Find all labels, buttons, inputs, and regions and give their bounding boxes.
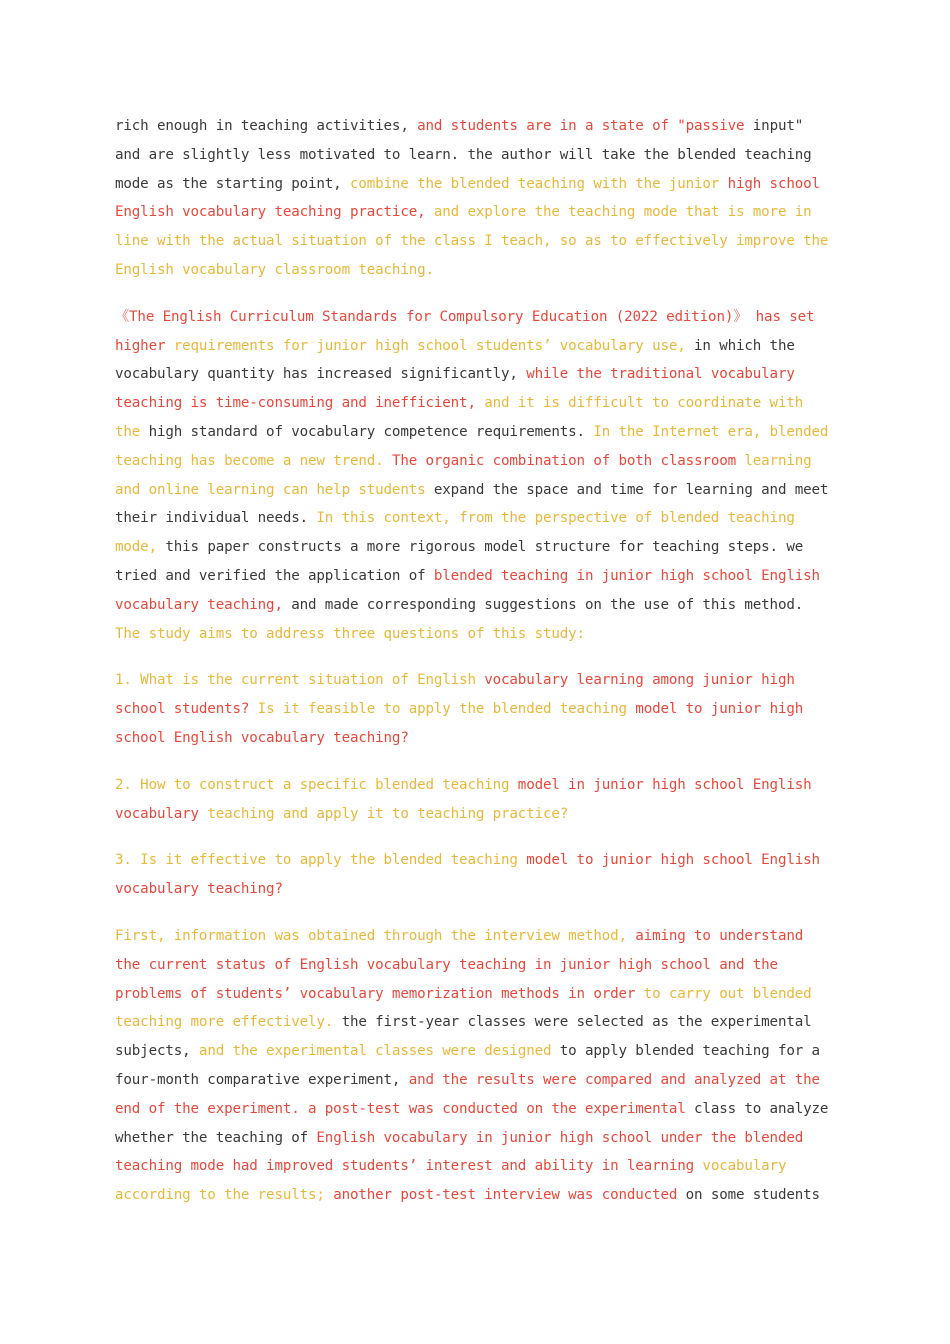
text-segment-yellow: 2. How to construct a specific blended teaching	[115, 776, 518, 793]
text-segment-red: blended teaching in junior high school English vocabulary teaching,	[115, 567, 820, 613]
text-segment-red: high school English vocabulary teaching practice,	[115, 175, 820, 221]
text-segment-red: aiming to understand the current status of English vocabulary teaching in junior high school and the problems of students’ vocabulary memorization methods in order	[115, 927, 804, 1002]
text-segment-red: another post-test interview was conducted	[333, 1187, 686, 1204]
paragraph-3	[115, 666, 835, 752]
text-segment-red: vocabulary learning among junior high school students?	[115, 672, 795, 718]
text-segment-red: 《The English Curriculum Standards for Compulsory Education (2022 edition)》 has set higher	[115, 308, 815, 354]
text-segment-yellow: and explore the teaching mode that is more in line with the actual situation of the class I teach, so as to effectively improve the English vocabulary classroom teaching.	[115, 204, 829, 278]
text-segment-yellow: In the Internet era, blended teaching has become a new trend.	[115, 423, 829, 469]
text-segment-yellow: vocabulary according to the results;	[115, 1158, 787, 1204]
text-segment-red: model to junior high school English vocabulary teaching?	[115, 701, 804, 746]
text-segment-yellow: First, information was obtained through the interview method,	[115, 927, 636, 944]
text-segment-plain: this paper constructs a more rigorous model structure for teaching steps. we tried and verified the application of	[115, 539, 804, 584]
text-segment-plain: the first-year classes were selected as the experimental subjects,	[115, 1014, 812, 1060]
text-segment-plain: and made corresponding suggestions on the use of this method.	[291, 596, 804, 613]
text-segment-plain: expand the space and time for learning and meet their individual needs.	[115, 481, 829, 527]
text-segment-yellow: requirements for junior high school students’ vocabulary use,	[173, 337, 695, 354]
paragraph-1	[115, 112, 835, 285]
text-segment-yellow: The study aims to address three questions of this study:	[115, 625, 585, 642]
text-segment-red: English vocabulary in junior high school under the blended teaching mode had improved students’ interest and ability in learning	[115, 1129, 804, 1175]
text-segment-plain: in which the vocabulary quantity has increased significantly,	[115, 337, 795, 383]
text-segment-yellow: teaching and apply it to teaching practice?	[207, 805, 569, 822]
text-segment-red: and students are in a state of "passive	[417, 118, 753, 134]
text-segment-plain: to apply blended teaching for a four-month comparative experiment,	[115, 1043, 820, 1088]
paragraph-2	[115, 303, 835, 649]
text-segment-plain: on some students	[685, 1187, 820, 1204]
text-segment-red: and the results were compared and analyzed at the end of the experiment. a post-test was conducted on the experimental	[115, 1071, 820, 1117]
text-segment-plain: input" and are slightly less motivated to learn. the author will take the blended teaching mode as the starting point,	[115, 118, 812, 192]
text-segment-plain: high standard of vocabulary competence requirements.	[148, 423, 594, 440]
text-segment-yellow: and it is difficult to coordinate with the	[115, 395, 804, 440]
text-segment-red: model to junior high school English vocabulary teaching?	[115, 852, 820, 898]
text-segment-yellow: Is it feasible to apply the blended teaching	[257, 701, 636, 718]
text-segment-yellow: In this context, from the perspective of blended teaching mode,	[115, 510, 795, 556]
text-segment-plain: rich enough in teaching activities,	[115, 118, 418, 134]
text-segment-yellow: learning and online learning can help students	[115, 452, 812, 498]
text-segment-yellow: 3. Is it effective to apply the blended teaching	[115, 852, 527, 869]
text-segment-red: The organic combination of both classroom	[391, 452, 745, 469]
paragraph-5	[115, 846, 835, 904]
text-segment-plain: class to analyze whether the teaching of	[115, 1100, 829, 1146]
document-body	[115, 112, 835, 1228]
text-segment-yellow: and the experimental classes were designed	[198, 1043, 560, 1060]
paragraph-6	[115, 922, 835, 1210]
text-segment-red: model in junior high school English vocabulary	[115, 776, 812, 822]
text-segment-yellow: to carry out blended teaching more effectively.	[115, 985, 812, 1031]
paragraph-4	[115, 771, 835, 829]
text-segment-yellow: combine the blended teaching with the junior	[349, 175, 728, 192]
text-segment-yellow: 1. What is the current situation of English	[115, 672, 485, 689]
text-segment-red: while the traditional vocabulary teaching is time-consuming and inefficient,	[115, 366, 795, 412]
